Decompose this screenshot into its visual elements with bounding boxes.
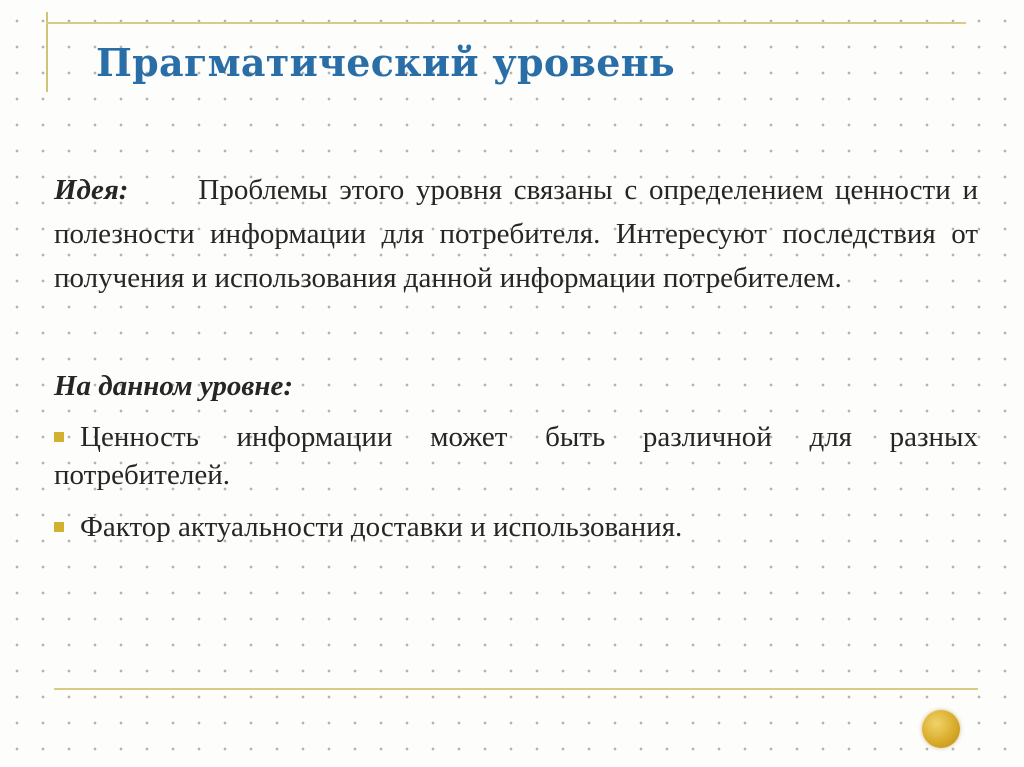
idea-paragraph <box>54 168 978 300</box>
slide-title: Прагматический уровень <box>96 40 675 85</box>
square-bullet-icon <box>54 432 64 442</box>
bullet-text: Фактор актуальности доставки и использования. <box>80 511 683 543</box>
bullet-text: Ценность информации может быть различной для разных потребителей. <box>54 421 978 491</box>
top-accent-rule <box>46 22 966 24</box>
bottom-accent-rule <box>54 688 978 690</box>
left-accent-rule <box>46 12 48 92</box>
bullet-list <box>54 418 978 560</box>
idea-label: Идея: <box>54 174 129 206</box>
bullet-item <box>54 418 978 494</box>
page-number-badge <box>922 710 960 748</box>
square-bullet-icon <box>54 522 64 532</box>
idea-text: Проблемы этого уровня связаны с определением ценности и полезности информации для потребителя. Интересуют последствия от получения и использования данной информации потребителем. <box>54 174 978 294</box>
level-subheading: На данном уровне: <box>54 370 293 402</box>
bullet-item <box>54 508 978 546</box>
